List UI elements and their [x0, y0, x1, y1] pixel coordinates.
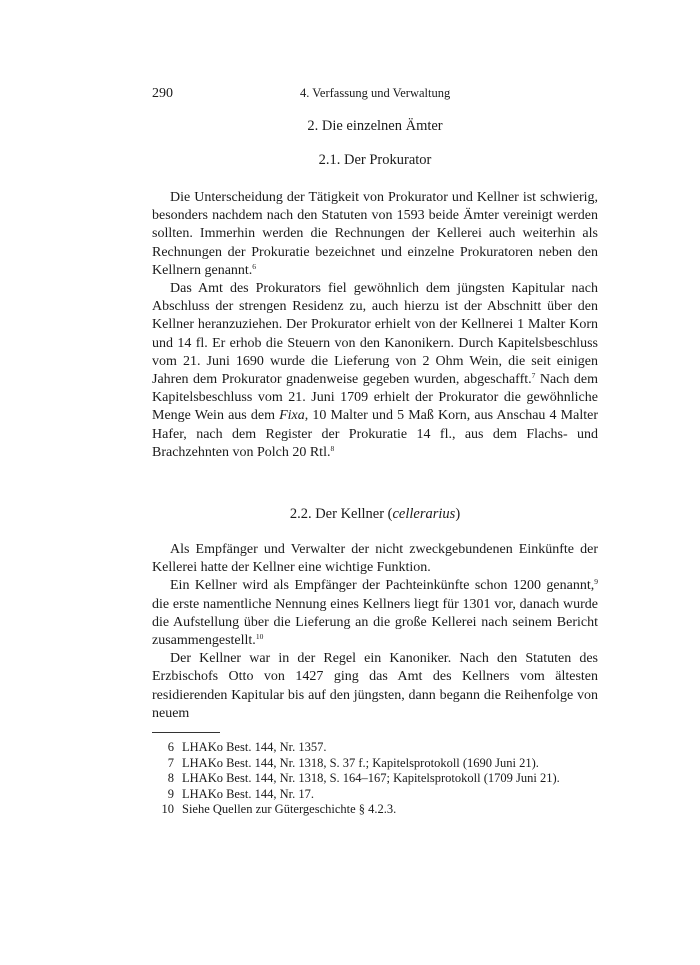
paragraph: Der Kellner war in der Regel ein Kanoniker. Nach den Statuten des Erzbischofs Otto von 1427 ging das Amt des Kellners vom ältesten residierenden Kapitular bis auf den jüngsten, dann begann die Reihenfolge von neuem	[152, 651, 598, 721]
footnote-ref: 6	[252, 261, 257, 271]
footnote-ref: 9	[594, 577, 598, 587]
footnote-ref: 7	[531, 371, 536, 381]
paragraph: Die Unterscheidung der Tätigkeit von Prokurator und Kellner ist schwierig, besonders nachdem nach den Statuten von 1593 beide Ämter vereinigt werden sollten. Immerhin werden die Rechnungen der Kellerei auch weiterhin als Rechnungen der Prokuratie bezeichnet und einzelne Prokuratoren neben den Kellnern genannt.$^6$	[152, 190, 598, 278]
running-title: 4. Verfassung und Verwaltung	[300, 86, 451, 100]
paragraph: Ein Kellner wird als Empfänger der Pachteinkünfte schon 1200 genannt,$^9$ die erste namentliche Nennung eines Kellners liegt für 1301 vor, danach wurde die Aufstellung über die Lieferung an die große Kellerei nach seinem Bericht zusammengestellt.$^{10}$	[152, 577, 598, 649]
paragraph: Das Amt des Prokurators fiel gewöhnlich dem jüngsten Kapitular nach Abschluss der strengen Residenz zu, auch hierzu ist der Abschnitt über den Kellner heranzuziehen. Der Prokurator erhielt von der Kellnerei 1 Malter Korn und 14 fl. Er erhob die Steuern von den Kanonikern. Durch Kapitelsbeschluss vom 21. Juni 1690 wurde die Lieferung von 2 Ohm Wein, die seit einigen Jahren dem Prokurator gnadenweise gegeben wurden, abgeschafft.$^7$ Nach dem Kapitelsbeschluss vom 21. Juni 1709 erhielt der Prokurator die gewöhnliche Menge Wein aus dem Fixa, 10 Malter und 5 Maß Korn, aus Anschau 4 Malter Hafer, nach dem Register der Prokuratie 14 fl., aus dem Flachs- und Brachzehnten von Polch 20 Rtl.$^8$	[152, 281, 598, 460]
footnote: 10 Siehe Quellen zur Gütergeschichte § 4.2.3.	[161, 802, 397, 817]
footnote: 9 LHAKo Best. 144, Nr. 17.	[167, 786, 314, 801]
page-number: 290	[152, 86, 173, 101]
paragraph: Als Empfänger und Verwalter der nicht zweckgebundenen Einkünfte der Kellerei hatte der Kellner eine wichtige Funktion.	[152, 542, 598, 576]
footnote: 7 LHAKo Best. 144, Nr. 1318, S. 37 f.; Kapitelsprotokoll (1690 Juni 21).	[167, 755, 539, 770]
footnote: 8 LHAKo Best. 144, Nr. 1318, S. 164–167; Kapitelsprotokoll (1709 Juni 21).	[167, 771, 560, 786]
footnotes	[152, 740, 598, 818]
subsection-heading-kellner: 2.2. Der Kellner (cellerarius)	[289, 506, 461, 522]
footnote: 6 LHAKo Best. 144, Nr. 1357.	[167, 740, 327, 754]
subsection-heading-prokurator: 2.1. Der Prokurator	[318, 152, 432, 168]
subsection-prokurator-body	[152, 189, 598, 462]
footnote-divider	[152, 732, 220, 733]
page-header	[152, 86, 598, 104]
footnote-ref: 10	[255, 632, 264, 642]
section-heading: 2. Die einzelnen Ämter	[307, 118, 443, 134]
subsection-kellner-body	[152, 541, 598, 723]
footnote-ref: 8	[330, 443, 335, 453]
